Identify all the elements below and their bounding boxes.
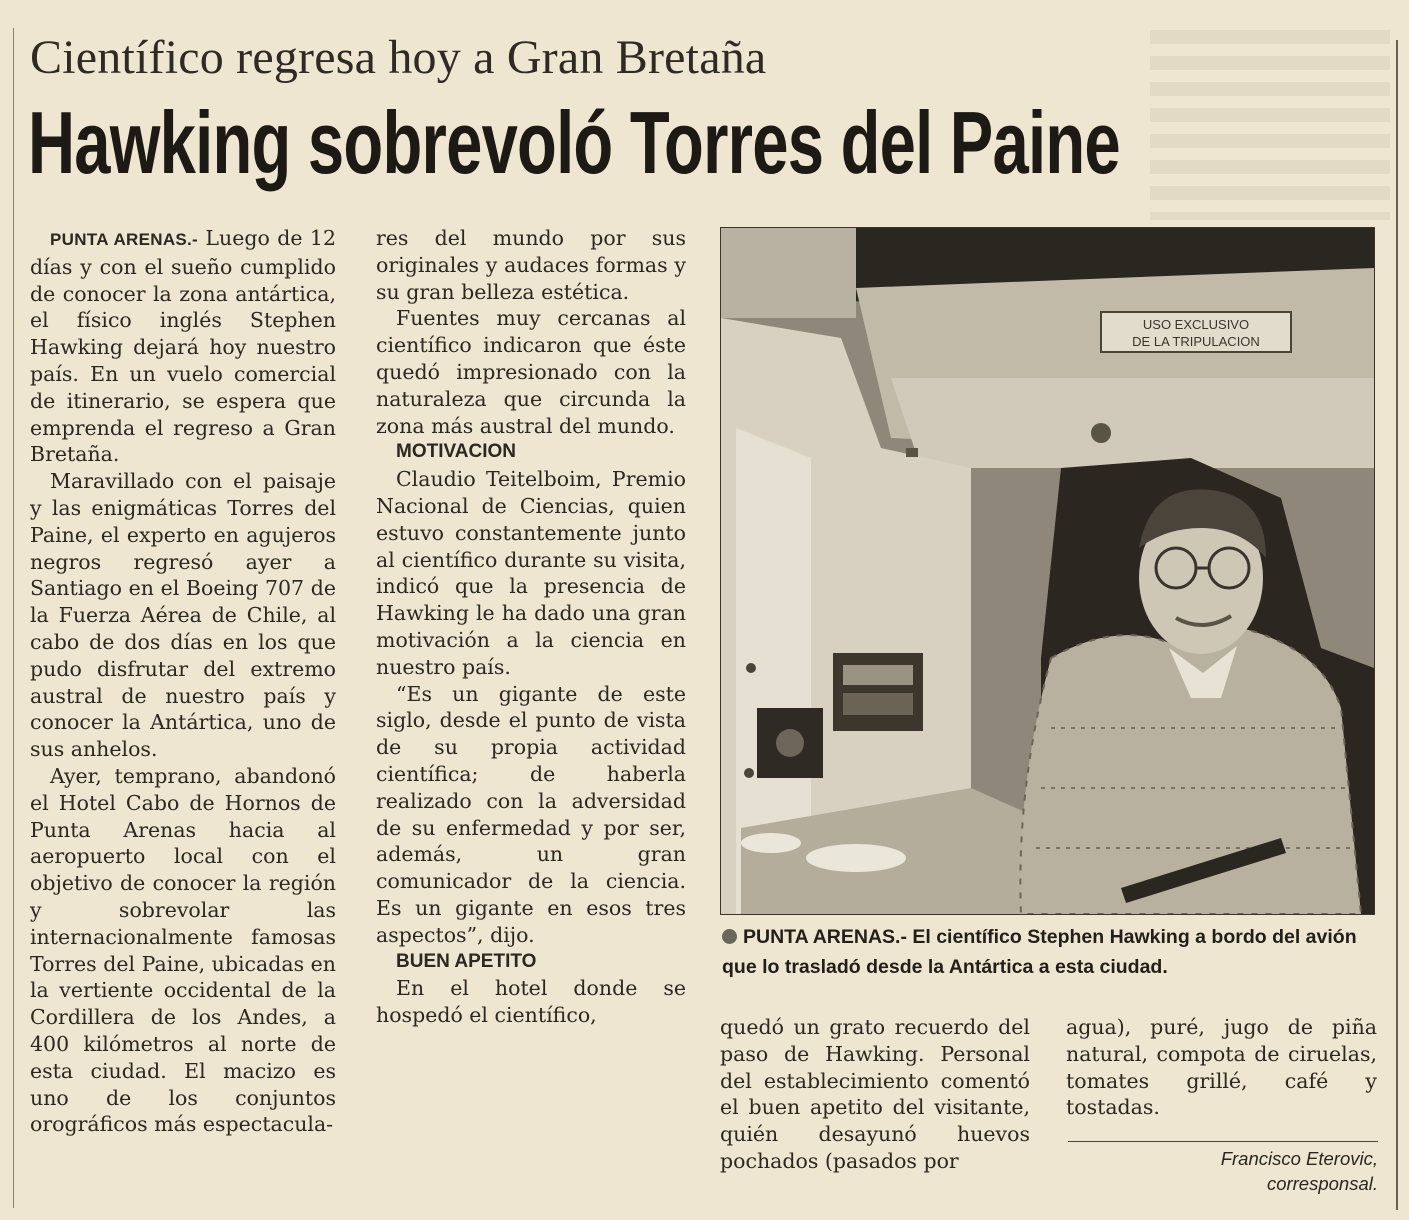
headline: Hawking sobrevoló Torres del Paine <box>28 93 1120 192</box>
sign-text-2: DE LA TRIPULACION <box>1132 334 1260 349</box>
paragraph: quedó un grato recuerdo del paso de Hawking. Personal del establecimiento comentó el buen apetito del visitante, quién desayunó huevos pochados (pasados por <box>720 1015 1030 1173</box>
kicker: Científico regresa hoy a Gran Bretaña <box>30 31 767 84</box>
byline <box>1221 1146 1378 1196</box>
paragraph: agua), puré, jugo de piña natural, compota de ciruelas, tomates grillé, café y tostadas. <box>1066 1015 1377 1120</box>
sign-text-1: USO EXCLUSIVO <box>1142 317 1250 332</box>
left-column-rule <box>13 28 14 1208</box>
paragraph: Maravillado con el paisaje y las enigmáticas Torres del Paine, el experto en agujeros negros regresó ayer a Santiago en el Boeing 707 de la Fuerza Aérea de Chile, al cabo de dos días en los que pudo disfrutar del extremo austral de nuestro país y conocer la Antártica, uno de sus anhelos. <box>30 469 336 762</box>
news-photo <box>720 227 1375 915</box>
caption-dateline: PUNTA ARENAS.- <box>743 926 907 948</box>
dateline: PUNTA ARENAS.- <box>50 230 199 249</box>
paragraph: PUNTA ARENAS.- Luego de 12 días y con el sueño cumplido de conocer la zona antártica, el físico inglés Stephen Hawking dejará hoy nuestro país. En un vuelo comercial de itinerario, se espera que emprenda el regreso a Gran Bretaña. <box>30 226 336 467</box>
right-column-rule <box>1396 40 1398 1210</box>
body-column-1 <box>30 225 336 1138</box>
paragraph: En el hotel donde se hospedó el científico, <box>376 976 686 1028</box>
paragraph: Fuentes muy cercanas al científico indicaron que éste quedó impresionado con la naturaleza que circunda la zona más austral del mundo. <box>376 306 686 438</box>
subhead-motivacion: MOTIVACION <box>396 441 516 463</box>
paragraph: res del mundo por sus originales y audaces formas y su gran belleza estética. <box>376 226 686 304</box>
caption-bullet-icon <box>722 929 737 944</box>
body-column-4 <box>1066 1014 1377 1121</box>
byline-role: corresponsal. <box>1266 1173 1378 1194</box>
photo-caption <box>722 922 1382 982</box>
body-column-3 <box>720 1014 1030 1175</box>
byline-name: Francisco Eterovic, <box>1220 1148 1378 1169</box>
photo-illustration <box>721 228 1374 914</box>
paragraph: Ayer, temprano, abandonó el Hotel Cabo de Hornos de Punta Arenas hacia al aeropuerto local con el objetivo de conocer la región y sobrevolar las internacionalmente famosas Torres del Paine, ubicadas en la vertiente occidental de la Cordillera de los Andes, a 400 kilómetros al norte de esta ciudad. El macizo es uno de los conjuntos orográficos más espectacula- <box>30 763 336 1137</box>
paragraph: Claudio Teitelboim, Premio Nacional de Ciencias, quien estuvo constantemente junto al científico durante su visita, indicó que la presencia de Hawking le ha dado una gran motivación a la ciencia en nuestro país. <box>376 467 686 679</box>
caption-text: El científico Stephen Hawking a bordo del avión que lo trasladó desde la Antártica a esta ciudad. <box>722 926 1357 978</box>
body-column-2 <box>376 225 686 1029</box>
adjacent-page-bleed <box>1150 30 1390 220</box>
byline-rule <box>1068 1141 1378 1142</box>
paragraph: “Es un gigante de este siglo, desde el punto de vista de su propia actividad científica; de haberla realizado con la adversidad de su enfermedad y por ser, además, un gran comunicador de la ciencia. Es un gigante en esos tres aspectos”, dijo. <box>376 681 686 947</box>
subhead-buen-apetito: BUEN APETITO <box>396 950 537 972</box>
